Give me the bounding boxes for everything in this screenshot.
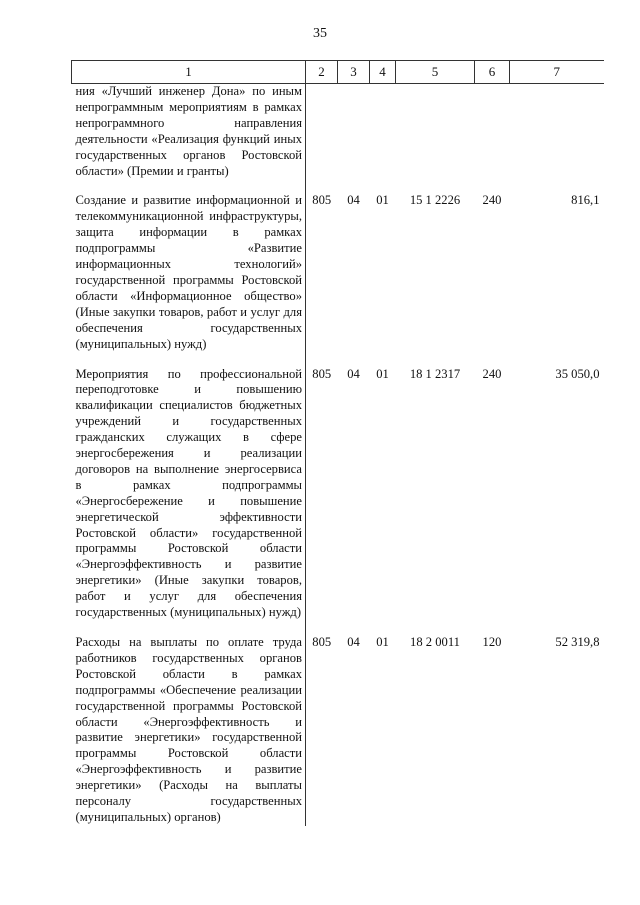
header-col-6: 6 <box>475 61 510 84</box>
row-description: Расходы на выплаты по оплате труда работников государственных органов Ростовской области в рамках подпрограммы «Обеспечение реализации государственной программы Ростовской области «Энергоэффективность и развитие энергетики» государственной программы Ростовской области «Энергоэффективность и развитие энергетики» (Расходы на выплаты персоналу государственных (муниципальных) органов) <box>72 635 306 826</box>
row-expense-type: 240 <box>482 366 502 381</box>
header-col-3: 3 <box>338 61 370 84</box>
row-gap <box>72 621 604 635</box>
row-ministry-code <box>306 84 338 180</box>
row-gap <box>72 179 604 193</box>
header-col-2: 2 <box>306 61 338 84</box>
row-description: Создание и развитие информационной и телекоммуникационной инфраструктуры, защита информации в рамках подпрограммы «Развитие информационных технологий» государственной программы Ростовской области «Информационное общество» (Иные закупки товаров, работ и услуг для обеспечения государственных (муниципальных) нужд) <box>72 193 306 352</box>
row-gap <box>72 353 604 367</box>
row-subsection-code <box>370 84 396 180</box>
header-col-4: 4 <box>370 61 396 84</box>
row-amount: 35 050,0 <box>555 366 600 381</box>
row-subsection-code: 01 <box>376 635 389 649</box>
page-number: 35 <box>313 26 327 41</box>
table-row <box>72 193 604 352</box>
table-row <box>72 635 604 826</box>
row-ministry-code: 805 <box>312 635 332 649</box>
table-header-row <box>72 61 604 84</box>
row-expense-type: 240 <box>482 193 502 208</box>
budget-table <box>71 60 604 826</box>
row-amount: 816,1 <box>571 193 600 208</box>
row-section-code: 04 <box>347 635 360 649</box>
header-col-5: 5 <box>396 61 475 84</box>
table-row <box>72 84 604 180</box>
row-amount <box>510 84 604 180</box>
header-col-1: 1 <box>72 61 306 84</box>
row-section-code: 04 <box>347 366 360 381</box>
row-target-article: 18 1 2317 <box>409 366 461 381</box>
row-section-code: 04 <box>347 193 360 208</box>
row-expense-type <box>475 84 510 180</box>
row-description: ния «Лучший инженер Дона» по иным непрограммным мероприятиям в рамках непрограммного направления деятельности «Реализация функций иных государственных органов Ростовской области» (Премии и гранты) <box>72 84 306 180</box>
row-ministry-code: 805 <box>312 193 332 208</box>
row-ministry-code: 805 <box>312 366 332 381</box>
row-target-article <box>396 84 475 180</box>
row-target-article: 15 1 2226 <box>409 193 461 208</box>
row-description: Мероприятия по профессиональной переподготовке и повышению квалификации специалистов бюджетных учреждений и государственных гражданских служащих в сфере энергосбережения и реализации договоров на выполнение энергосервиса в рамках подпрограммы «Энергосбережение и повышение энергетической эффективности Ростовской области» государственной программы Ростовской области «Энергоэффективность и развитие энергетики» (Иные закупки товаров, работ и услуг для обеспечения государственных (муниципальных) нужд) <box>72 367 306 622</box>
row-subsection-code: 01 <box>376 193 389 208</box>
row-expense-type: 120 <box>482 635 502 649</box>
table-row <box>72 367 604 622</box>
row-amount: 52 319,8 <box>555 635 600 649</box>
row-subsection-code: 01 <box>376 366 389 381</box>
row-section-code <box>338 84 370 180</box>
row-target-article: 18 2 0011 <box>410 635 460 649</box>
header-col-7: 7 <box>510 61 604 84</box>
